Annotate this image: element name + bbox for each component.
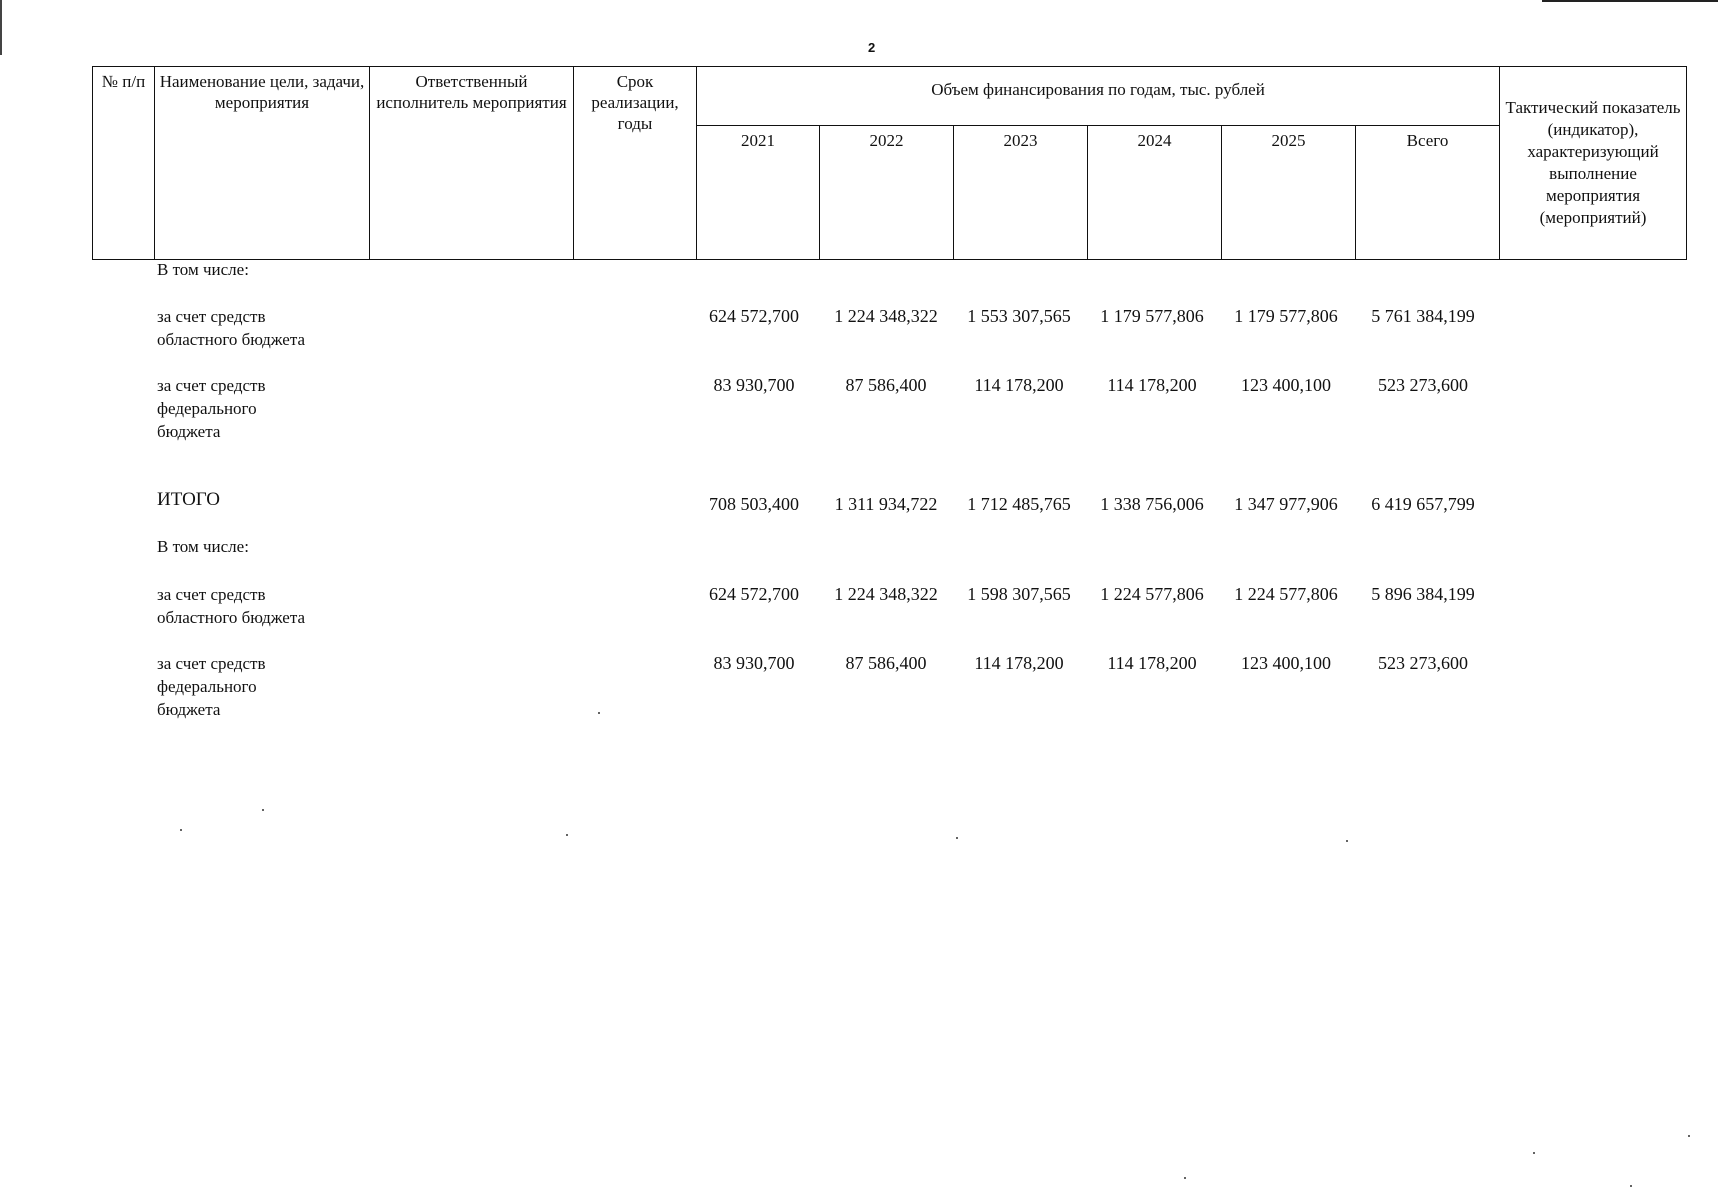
total-regional-2021: 624 572,700 bbox=[709, 584, 799, 604]
total-2022: 1 311 934,722 bbox=[834, 494, 938, 514]
section1-federal-label: за счет средств федерального бюджета bbox=[157, 376, 266, 441]
scan-speck bbox=[1630, 1185, 1632, 1187]
total-regional-label: за счет средств областного бюджета bbox=[157, 585, 306, 627]
total-federal-2022: 87 586,400 bbox=[845, 653, 927, 673]
scan-speck bbox=[1184, 1177, 1186, 1179]
section1-regional-2025: 1 179 577,806 bbox=[1234, 306, 1338, 326]
section1-including-label: В том числе: bbox=[157, 260, 249, 279]
scan-speck bbox=[956, 837, 958, 839]
section1-regional-2021: 624 572,700 bbox=[709, 306, 799, 326]
total-federal-label: за счет средств федерального бюджета bbox=[157, 654, 266, 719]
scan-speck bbox=[1346, 840, 1348, 842]
total-regional-2024: 1 224 577,806 bbox=[1100, 584, 1204, 604]
scan-speck bbox=[1533, 1152, 1535, 1154]
total-federal-total: 523 273,600 bbox=[1378, 653, 1468, 673]
scan-speck bbox=[598, 712, 600, 714]
header-year-2023: 2023 bbox=[954, 126, 1088, 260]
total-regional-2025: 1 224 577,806 bbox=[1234, 584, 1338, 604]
total-2023: 1 712 485,765 bbox=[967, 494, 1071, 514]
scan-speck bbox=[1688, 1135, 1690, 1137]
section1-regional-2024: 1 179 577,806 bbox=[1100, 306, 1204, 326]
total-regional-2023: 1 598 307,565 bbox=[967, 584, 1071, 604]
section1-federal-total: 523 273,600 bbox=[1378, 375, 1468, 395]
header-tactical-indicator: Тактический показатель (индикатор), характеризующий выполнение мероприятия (мероприятий) bbox=[1500, 67, 1687, 260]
total-including-label: В том числе: bbox=[157, 537, 249, 556]
section1-federal-2024: 114 178,200 bbox=[1107, 375, 1197, 395]
section1-federal-2022: 87 586,400 bbox=[845, 375, 927, 395]
page-number: 2 bbox=[868, 40, 876, 55]
total-2021: 708 503,400 bbox=[709, 494, 799, 514]
section1-regional-2022: 1 224 348,322 bbox=[834, 306, 938, 326]
total-2024: 1 338 756,006 bbox=[1100, 494, 1204, 514]
funding-header-table bbox=[92, 66, 1687, 260]
section1-federal-2021: 83 930,700 bbox=[713, 375, 795, 395]
header-year-2022: 2022 bbox=[820, 126, 954, 260]
total-federal-2025: 123 400,100 bbox=[1241, 653, 1331, 673]
header-year-2021: 2021 bbox=[697, 126, 820, 260]
total-total: 6 419 657,799 bbox=[1371, 494, 1475, 514]
total-label: ИТОГО bbox=[157, 489, 221, 510]
header-num: № п/п bbox=[93, 67, 155, 260]
scan-speck bbox=[180, 829, 182, 831]
scan-speck bbox=[262, 809, 264, 811]
section1-regional-total: 5 761 384,199 bbox=[1371, 306, 1475, 326]
scan-speck bbox=[566, 834, 568, 836]
header-executor: Ответственный исполнитель мероприятия bbox=[370, 67, 574, 260]
header-period: Срок реализации, годы bbox=[574, 67, 697, 260]
header-year-2025: 2025 bbox=[1222, 126, 1356, 260]
total-federal-2024: 114 178,200 bbox=[1107, 653, 1197, 673]
header-funding-title: Объем финансирования по годам, тыс. рублей bbox=[697, 67, 1500, 126]
total-2025: 1 347 977,906 bbox=[1234, 494, 1338, 514]
header-name: Наименование цели, задачи, мероприятия bbox=[155, 67, 370, 260]
total-federal-2023: 114 178,200 bbox=[974, 653, 1064, 673]
section1-federal-2025: 123 400,100 bbox=[1241, 375, 1331, 395]
section1-federal-2023: 114 178,200 bbox=[974, 375, 1064, 395]
section1-regional-2023: 1 553 307,565 bbox=[967, 306, 1071, 326]
header-year-total: Всего bbox=[1356, 126, 1500, 260]
header-year-2024: 2024 bbox=[1088, 126, 1222, 260]
total-regional-total: 5 896 384,199 bbox=[1371, 584, 1475, 604]
total-regional-2022: 1 224 348,322 bbox=[834, 584, 938, 604]
section1-regional-label: за счет средств областного бюджета bbox=[157, 307, 306, 349]
scan-left-rule bbox=[0, 0, 2, 55]
scan-top-rule bbox=[1542, 0, 1718, 2]
total-federal-2021: 83 930,700 bbox=[713, 653, 795, 673]
